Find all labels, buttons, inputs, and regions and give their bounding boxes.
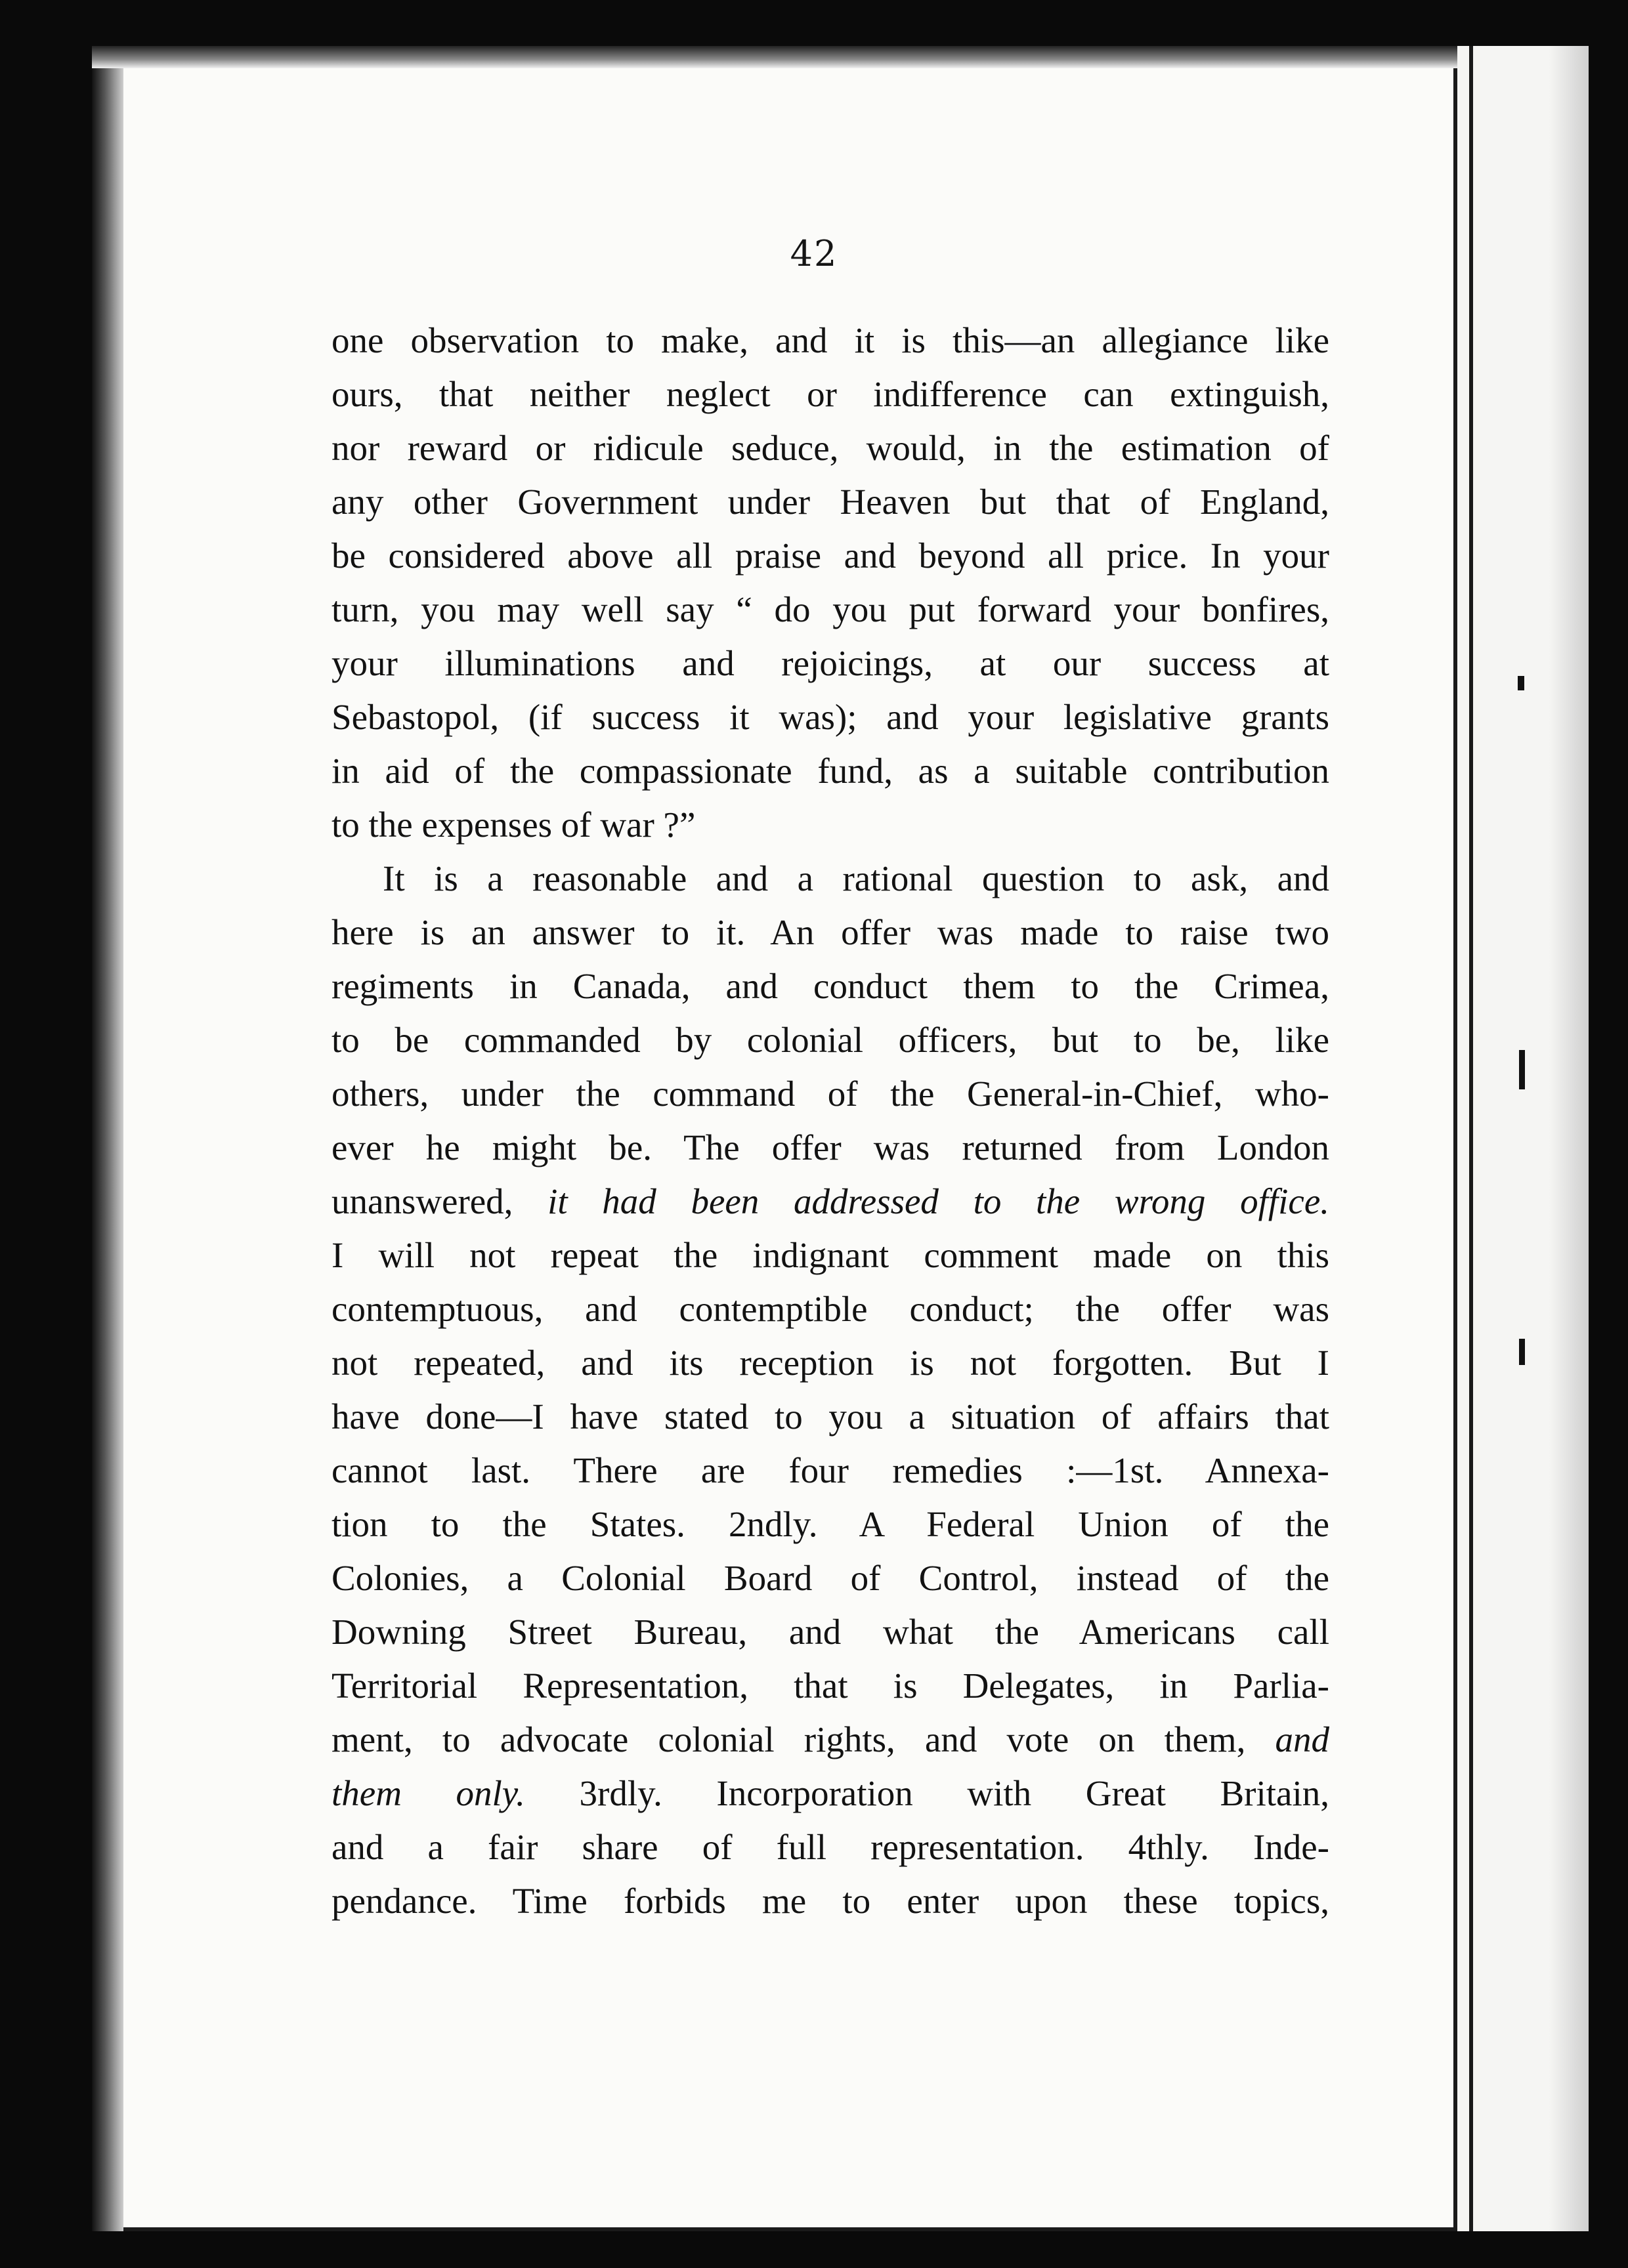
text-line — [332, 1767, 1329, 1820]
text-line: one observation to make, and it is this—an allegiance like — [332, 320, 1329, 360]
text-line: I will not repeat the indignant comment made on this — [332, 1235, 1329, 1275]
text-line: contemptuous, and contemptible conduct; the offer was — [332, 1289, 1329, 1329]
text-line: regiments in Canada, and conduct them to the Crimea, — [332, 966, 1329, 1006]
text-line: others, under the command of the General-in-Chief, who- — [332, 1074, 1329, 1114]
italic-text: it had been addressed to the wrong office. — [547, 1181, 1329, 1221]
margin-mark — [1518, 676, 1524, 690]
text-span: unanswered, — [332, 1181, 513, 1221]
text-line: ours, that neither neglect or indifference can extinguish, — [332, 374, 1329, 414]
text-line: pendance. Time forbids me to enter upon these topics, — [332, 1881, 1329, 1921]
text-line: cannot last. There are four remedies :—1st. Annexa- — [332, 1450, 1329, 1490]
text-line: tion to the States. 2ndly. A Federal Union of the — [332, 1504, 1329, 1544]
page-top-shadow — [92, 46, 1457, 68]
margin-mark — [1519, 1050, 1525, 1089]
text-span: ment, to advocate colonial rights, and vote on them, — [332, 1719, 1246, 1759]
text-line — [332, 1713, 1329, 1767]
text-line: to the expenses of war ?” — [332, 805, 696, 845]
text-line: not repeated, and its reception is not forgotten. But I — [332, 1343, 1329, 1383]
text-line: Territorial Representation, that is Delegates, in Parlia- — [332, 1666, 1329, 1706]
margin-mark — [1519, 1339, 1525, 1365]
text-line: Sebastopol, (if success it was); and your legislative grants — [332, 697, 1329, 737]
page-gutter-shadow — [92, 46, 123, 2231]
text-line: turn, you may well say “ do you put forward your bonfires, — [332, 589, 1329, 629]
text-line: have done—I have stated to you a situation of affairs that — [332, 1396, 1329, 1437]
text-line: in aid of the compassionate fund, as a suitable contribution — [332, 751, 1329, 791]
text-line: your illuminations and rejoicings, at our success at — [332, 643, 1329, 683]
text-line: any other Government under Heaven but that of England, — [332, 482, 1329, 522]
adjacent-page-edge — [1457, 46, 1589, 2231]
body-text — [332, 314, 1329, 1928]
text-line: nor reward or ridicule seduce, would, in the estimation of — [332, 428, 1329, 468]
text-line: be considered above all praise and beyond all price. In your — [332, 536, 1329, 576]
paragraph — [332, 314, 1329, 852]
text-line: It is a reasonable and a rational question to ask, and — [383, 858, 1329, 898]
text-span: 3rdly. Incorporation with Great Britain, — [579, 1773, 1330, 1813]
text-line: here is an answer to it. An offer was made to raise two — [332, 912, 1329, 952]
text-line: and a fair share of full representation. 4thly. Inde- — [332, 1827, 1329, 1867]
text-line: Colonies, a Colonial Board of Control, instead of the — [332, 1558, 1329, 1598]
text-line: Downing Street Bureau, and what the Americans call — [332, 1612, 1329, 1652]
text-line: to be commanded by colonial officers, but to be, like — [332, 1020, 1329, 1060]
page-number: 42 — [790, 233, 838, 274]
text-line: ever he might be. The offer was returned from London — [332, 1127, 1329, 1167]
text-line — [332, 1175, 1329, 1228]
italic-text: them only. — [332, 1773, 525, 1813]
paragraph — [332, 852, 1329, 1928]
page-border-line — [1469, 46, 1473, 2231]
italic-text: and — [1275, 1719, 1329, 1759]
